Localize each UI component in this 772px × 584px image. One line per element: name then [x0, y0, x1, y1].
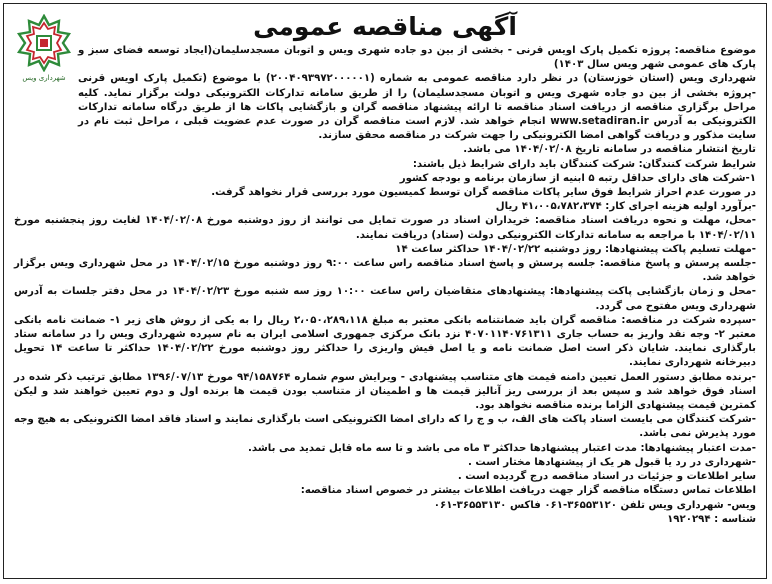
tender-subject: موضوع مناقصه: پروژه تکمیل پارک اویس قرنی - بخشی از بین دو جاده شهری ویس و اتوبان مسجدسلیمان(ایجاد توسعه فضای سبز و پارک های عمومی شهر ویس سال ۱۴۰۳) — [78, 45, 756, 71]
notice-header — [4, 12, 766, 42]
bid-opening: -محل و زمان بازگشایی پاکت پیشنهادها: پیشنهادهای متقاضیان راس ساعت ۱۰:۰۰ روز سه شنبه مورخ ۱۴۰۴/۰۲/۲۳ در محل دفتر جلسات به آدرس شهرداری ویس مفتوح می گردد. — [14, 286, 756, 312]
submission-deadline: -مهلت تسلیم پاکت پیشنهادها: روز دوشنبه ۱۴۰۴/۰۲/۲۲ حداکثر ساعت ۱۴ — [395, 243, 756, 255]
tender-deposit: -سپرده شرکت در مناقصه: مناقصه گران باید ضمانتنامه بانکی معتبر به مبلغ ۲،۰۵۰،۲۸۹،۱۱۸ ریال را به یکی از روش های زیر ۱- ضمانت نامه بانکی معتبر ۲- وجه نقد واریز به حساب جاری ۴۰۷۰۱۱۴۰۷۶۱۳۱۱ نزد بانک مرکزی جمهوری اسلامی ایران به نام سپرده شهرداری ویس را در سامانه ستاد بارگذاری نمایند. شایان ذکر است اصل ضمانت نامه و یا اصل فیش واریزی را حداکثر روز دوشنبه مورخ ۱۴۰۴/۰۲/۲۲ حداکثر تا ساعت ۱۴ تحویل دبیرخانه شهرداری نمایند. — [14, 314, 757, 369]
document-receipt: -محل، مهلت و نحوه دریافت اسناد مناقصه: خریداران اسناد در صورت تمایل می توانند از روز دوشنبه مورخ ۱۴۰۴/۰۲/۰۸ لغایت روز پنجشنبه مورخ ۱۴۰۴/۰۲/۱۱ با مراجعه به سامانه تدارکات الکترونیکی دولت (ستاد) دریافت نمایند. — [14, 215, 756, 241]
tender-description: شهرداری ویس (استان خوزستان) در نظر دارد مناقصه عمومی به شماره (۲۰۰۴۰۹۳۹۷۲۰۰۰۰۰۱) با موضوع (تکمیل پارک اویس قرنی -پروژه بخشی از بین دو جاده شهری ویس و اتوبان مسجدسلیمان) را از طریق سامانه تدارکات الکترونیکی دولت برگزار نماید. کلیه مراحل برگزاری مناقصه از دریافت اسناد مناقصه تا ارائه پیشنهاد مناقصه گران و بازگشایی پاکات ها از طریق درگاه سامانه تدارکات الکترونیکی به آدرس www.setadiran.ir انجام خواهد شد. لازم است مناقصه گران در صورت عدم عضویت قبلی ، مراحل ثبت نام در سایت مذکور و دریافت گواهی امضا الکترونیکی را جهت شرکت در مناقصه محقق سازند. — [78, 73, 756, 142]
notice-id: شناسه : ۱۹۲۰۲۹۴ — [667, 513, 756, 525]
participant-conditions: شرایط شرکت کنندگان: شرکت کنندگان باید دارای شرایط ذیل باشند: — [412, 158, 756, 170]
qa-session: -جلسه پرسش و پاسخ مناقصه: جلسه پرسش و پاسخ اسناد مناقصه راس ساعت ۹:۰۰ روز دوشنبه مورخ ۱۴۰۴/۰۲/۱۵ در محل شهرداری ویس برگزار خواهد شد. — [14, 258, 756, 284]
contact-intro: اطلاعات تماس دستگاه مناقصه گزار جهت دریافت اطلاعات بیشتر در خصوص اسناد مناقصه: — [300, 485, 756, 497]
notice-title: آگهی مناقصه عمومی — [253, 12, 517, 41]
contact-info: ویس- شهرداری ویس تلفن ۳۶۵۵۳۱۲۰-۰۶۱ فاکس ۳۶۵۵۳۱۳۰-۰۶۱ — [433, 499, 756, 511]
envelope-requirements: -شرکت کنندگان می بایست اسناد پاکت های الف، ب و ج را که دارای امضا الکترونیکی است بارگذاری نمایند و اسناد فاقد امضا الکترونیکی به هیچ وجه مورد پذیرش نمی باشد. — [14, 414, 756, 440]
notice-body — [14, 44, 756, 527]
notice-frame — [3, 3, 767, 579]
logo-caption: شهرداری ویس — [22, 74, 66, 82]
winner-selection: -برنده مطابق دستور العمل تعیین دامنه قیمت های متناسب پیشنهادی - ویرایش سوم شماره ۹۴/۱۵۸۷۶۴ مورخ ۱۳۹۶/۰۷/۱۳ مطابق ترتیب ذکر شده در اسناد فوق خواهد شد و سپس بعد از بررسی ریز آنالیز قیمت ها و اطمینان از متناسب بودن قیمت ها برنده اول و دوم تعیین خواهند شد و لیکن کمترین قیمت پیشنهادی الزاما برنده مناقصه نخواهد بود. — [14, 371, 757, 412]
other-details: سایر اطلاعات و جزئیات در اسناد مناقصه درج گردیده است . — [457, 471, 756, 483]
publish-date: تاریخ انتشار مناقصه در سامانه تاریخ ۱۴۰۴/۰۲/۰۸ می باشد. — [463, 144, 756, 156]
condition-note: در صورت عدم احراز شرایط فوق سایر پاکات مناقصه گران توسط کمیسیون مورد بررسی قرار نخواهد گرفت. — [211, 187, 756, 199]
bid-validity: -مدت اعتبار پیشنهادها: مدت اعتبار پیشنهادها حداکثر ۳ ماه می باشد و تا سه ماه قابل تمدید می باشد. — [248, 442, 756, 454]
municipality-rights: -شهرداری در رد یا قبول هر یک از پیشنهادها مختار است . — [468, 456, 756, 468]
cost-estimate: -برآورد اولیه هزینه اجرای کار: ۴۱،۰۰۵،۷۸۲،۳۷۴ ریال — [495, 201, 756, 213]
condition-item: ۱-شرکت های دارای حداقل رتبه ۵ ابنیه از سازمان برنامه و بودجه کشور — [399, 172, 756, 184]
